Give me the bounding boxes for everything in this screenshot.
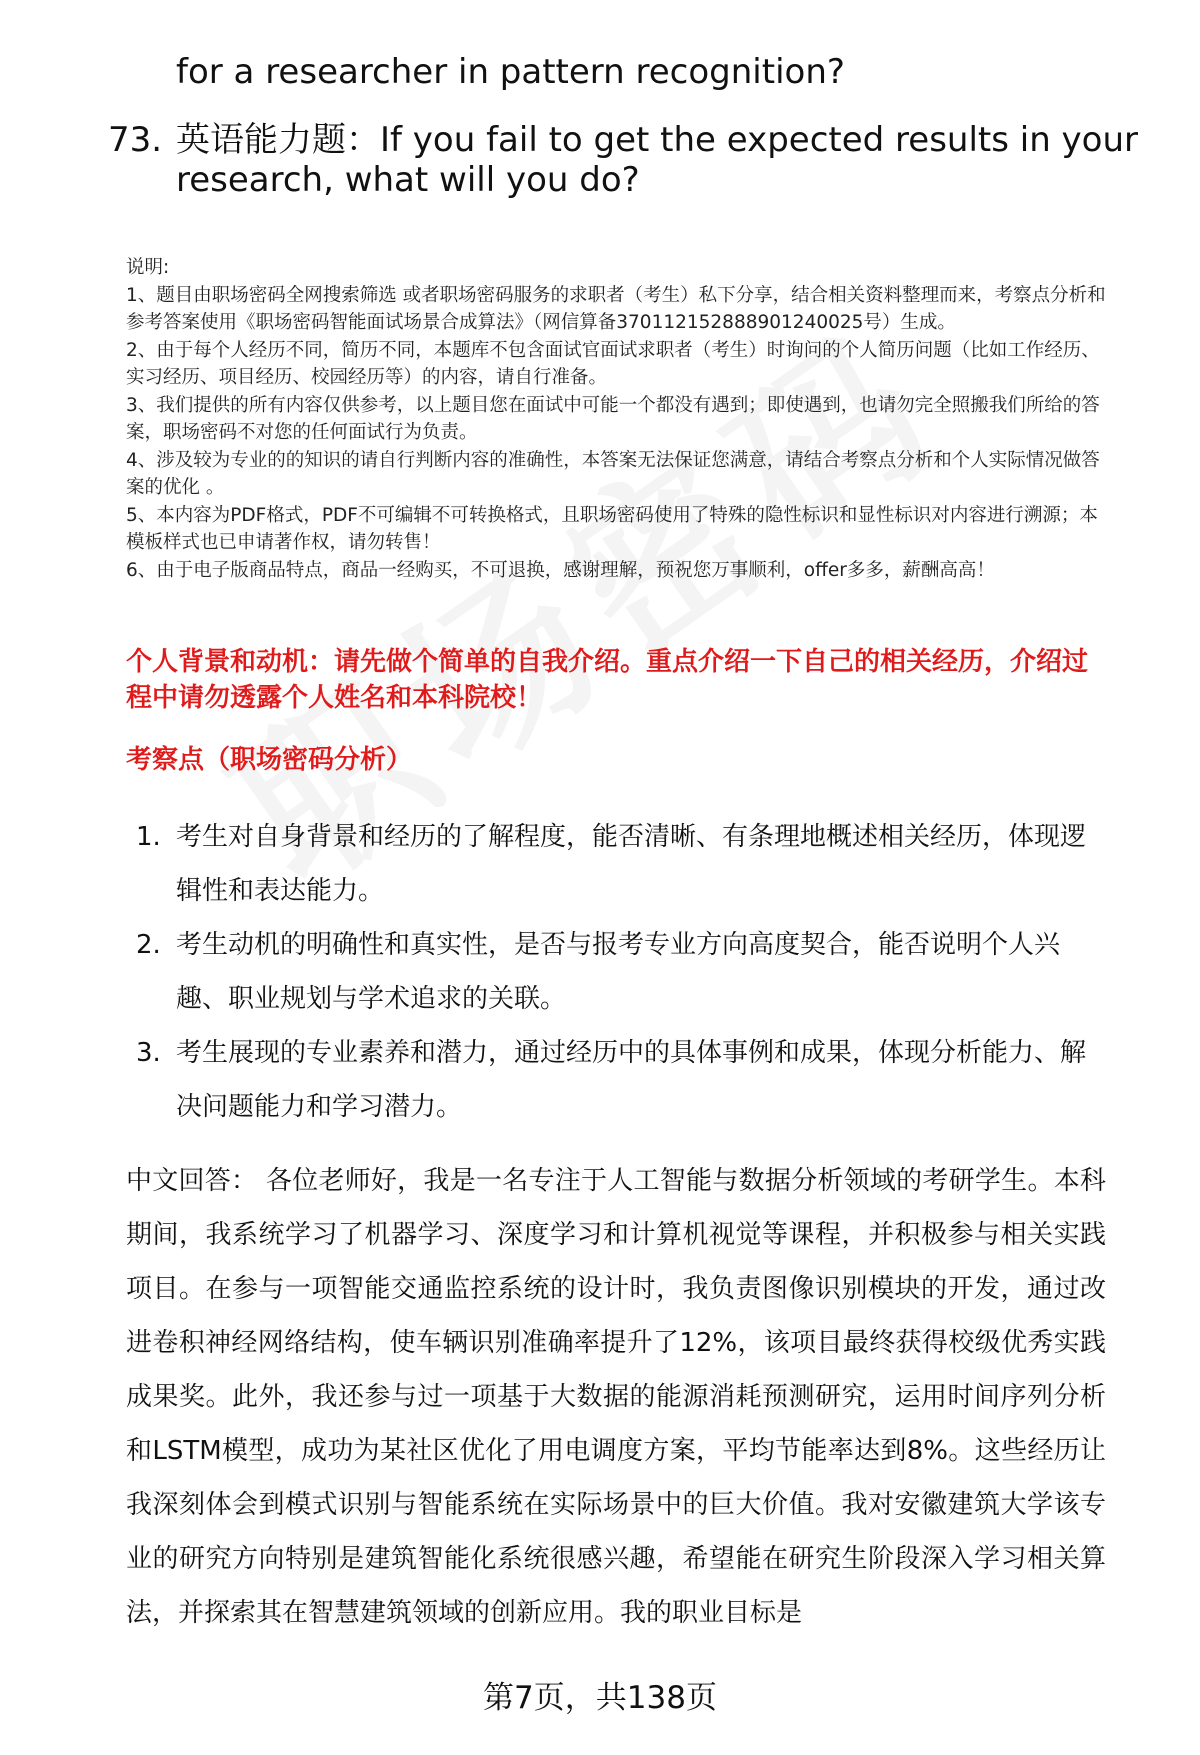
note-item: 1、题目由职场密码全网搜索筛选 或者职场密码服务的求职者（考生）私下分享，结合相关资料整理而来，考察点分析和参考答案使用《职场密码智能面试场景合成算法》（网信算备370112152888901240025号）生成。 — [126, 284, 1106, 333]
exam-point-text: 考生展现的专业素养和潜力，通过经历中的具体事例和成果，体现分析能力、解决问题能力和学习潜力。 — [176, 1038, 1087, 1122]
question-line-1: 英语能力题：If you fail to get the expected results in your — [176, 120, 1139, 160]
question-line-2: research, what will you do? — [176, 160, 640, 200]
exam-point-item — [126, 810, 1106, 918]
note-item: 6、由于电子版商品特点，商品一经购买，不可退换，感谢理解，预祝您万事顺利，offer多多，薪酬高高！ — [126, 559, 995, 581]
exam-points-heading: 考察点（职场密码分析） — [126, 745, 413, 775]
personal-question-heading: 个人背景和动机：请先做个简单的自我介绍。重点介绍一下自己的相关经历，介绍过程中请勿透露个人姓名和本科院校！ — [126, 647, 1089, 713]
exam-point-item — [126, 1026, 1106, 1134]
question-tail: for a researcher in pattern recognition? — [176, 52, 845, 92]
note-item: 2、由于每个人经历不同，简历不同，本题库不包含面试官面试求职者（考生）时询问的个人简历问题（比如工作经历、实习经历、项目经历、校园经历等）的内容，请自行准备。 — [126, 339, 1100, 388]
exam-point-text: 考生动机的明确性和真实性，是否与报考专业方向高度契合，能否说明个人兴趣、职业规划与学术追求的关联。 — [176, 930, 1061, 1014]
notes-block — [126, 254, 1106, 584]
answer-text: 各位老师好，我是一名专注于人工智能与数据分析领域的考研学生。本科期间，我系统学习了机器学习、深度学习和计算机视觉等课程，并积极参与相关实践项目。在参与一项智能交通监控系统的设计时，我负责图像识别模块的开发，通过改进卷积神经网络结构，使车辆识别准确率提升了12%，该项目最终获得校级优秀实践成果奖。此外，我还参与过一项基于大数据的能源消耗预测研究，运用时间序列分析和LSTM模型，成功为某社区优化了用电调度方案，平均节能率达到8%。这些经历让我深刻体会到模式识别与智能系统在实际场景中的巨大价值。我对安徽建筑大学该专业的研究方向特别是建筑智能化系统很感兴趣，希望能在研究生阶段深入学习相关算法，并探索其在智慧建筑领域的创新应用。我的职业目标是 — [126, 1166, 1106, 1628]
exam-point-item — [126, 918, 1106, 1026]
note-item: 4、涉及较为专业的的知识的请自行判断内容的准确性，本答案无法保证您满意，请结合考察点分析和个人实际情况做答案的优化 。 — [126, 449, 1100, 498]
question-number: 73. — [108, 120, 163, 160]
answer-label: 中文回答： — [126, 1166, 258, 1196]
answer-block — [126, 1154, 1106, 1640]
exam-point-number: 1. — [136, 822, 161, 852]
exam-point-number: 3. — [136, 1038, 161, 1068]
notes-title: 说明: — [126, 257, 170, 278]
exam-point-text: 考生对自身背景和经历的了解程度，能否清晰、有条理地概述相关经历，体现逻辑性和表达能力。 — [176, 822, 1087, 906]
exam-point-number: 2. — [136, 930, 161, 960]
exam-points-list — [126, 810, 1106, 1134]
note-item: 3、我们提供的所有内容仅供参考，以上题目您在面试中可能一个都没有遇到；即使遇到，也请勿完全照搬我们所给的答案，职场密码不对您的任何面试行为负责。 — [126, 394, 1100, 443]
page-footer: 第7页，共138页 — [483, 1680, 717, 1716]
note-item: 5、本内容为PDF格式，PDF不可编辑不可转换格式，且职场密码使用了特殊的隐性标识和显性标识对内容进行溯源；本模板样式也已申请著作权，请勿转售！ — [126, 504, 1098, 553]
